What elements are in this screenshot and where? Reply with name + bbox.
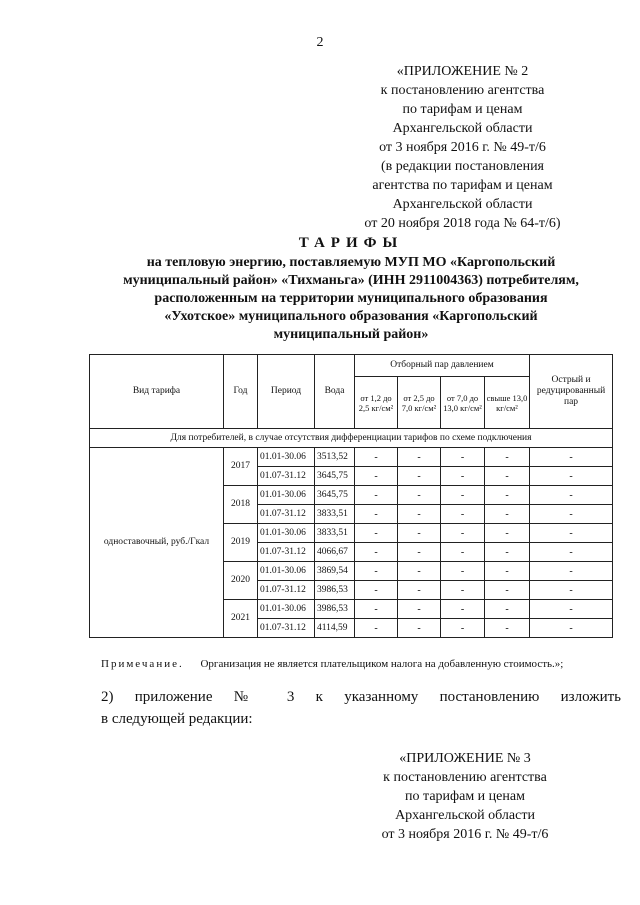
water-value-cell: 4066,67	[315, 543, 355, 562]
sharp-steam-value-cell: -	[530, 505, 613, 524]
steam-value-cell: -	[398, 562, 441, 581]
steam-value-cell: -	[485, 505, 530, 524]
period-cell: 01.07-31.12	[258, 581, 315, 600]
steam-value-cell: -	[355, 524, 398, 543]
steam-value-cell: -	[355, 448, 398, 467]
appendix-line: от 3 ноября 2016 г. № 49-т/6	[381, 827, 549, 842]
title-line: муниципальный район»	[273, 327, 429, 342]
sharp-steam-value-cell: -	[530, 524, 613, 543]
title-line: расположенным на территории муниципального образования	[154, 291, 548, 306]
header-steam-2: от 2,5 до 7,0 кг/см²	[398, 377, 441, 429]
page-number: 2	[316, 35, 324, 50]
steam-value-cell: -	[485, 543, 530, 562]
steam-value-cell: -	[441, 619, 485, 638]
water-value-cell: 3645,75	[315, 467, 355, 486]
appendix-line: по тарифам и ценам	[405, 789, 525, 804]
steam-value-cell: -	[355, 581, 398, 600]
water-value-cell: 3513,52	[315, 448, 355, 467]
sharp-steam-value-cell: -	[530, 619, 613, 638]
header-year: Год	[224, 355, 258, 429]
sharp-steam-value-cell: -	[530, 562, 613, 581]
year-cell: 2018	[224, 486, 258, 524]
steam-value-cell: -	[355, 505, 398, 524]
note	[101, 658, 621, 670]
tariff-table-body	[90, 448, 613, 638]
header-steam-1: от 1,2 до 2,5 кг/см²	[355, 377, 398, 429]
water-value-cell: 3833,51	[315, 524, 355, 543]
appendix-line: Архангельской области	[392, 121, 533, 136]
paragraph-line-2: в следующей редакции:	[101, 711, 253, 727]
water-value-cell: 3833,51	[315, 505, 355, 524]
sharp-steam-value-cell: -	[530, 467, 613, 486]
steam-value-cell: -	[485, 486, 530, 505]
steam-value-cell: -	[441, 524, 485, 543]
tariff-table	[89, 354, 613, 638]
sharp-steam-value-cell: -	[530, 581, 613, 600]
steam-value-cell: -	[398, 581, 441, 600]
header-tariff-type: Вид тарифа	[90, 355, 224, 429]
steam-value-cell: -	[441, 505, 485, 524]
appendix-2-header	[350, 62, 575, 233]
water-value-cell: 3986,53	[315, 581, 355, 600]
header-steam-group: Отборный пар давлением	[355, 355, 530, 377]
steam-value-cell: -	[398, 505, 441, 524]
header-sharp-steam: Острый и редуцированный пар	[530, 355, 613, 429]
sharp-steam-value-cell: -	[530, 448, 613, 467]
steam-value-cell: -	[355, 600, 398, 619]
title-line: муниципальный район» «Тихманьга» (ИНН 2911004363) потребителям,	[123, 273, 579, 288]
period-cell: 01.01-30.06	[258, 448, 315, 467]
steam-value-cell: -	[398, 600, 441, 619]
header-steam-4: свыше 13,0 кг/см²	[485, 377, 530, 429]
water-value-cell: 3869,54	[315, 562, 355, 581]
steam-value-cell: -	[441, 543, 485, 562]
year-cell: 2021	[224, 600, 258, 638]
appendix-line: Архангельской области	[395, 808, 535, 823]
period-cell: 01.01-30.06	[258, 486, 315, 505]
water-value-cell: 4114,59	[315, 619, 355, 638]
steam-value-cell: -	[485, 581, 530, 600]
table-subheader: Для потребителей, в случае отсутствия дифференциации тарифов по схеме подключения	[90, 429, 613, 448]
title-line: на тепловую энергию, поставляемую МУП МО «Каргопольский	[146, 255, 556, 270]
year-cell: 2017	[224, 448, 258, 486]
water-value-cell: 3645,75	[315, 486, 355, 505]
steam-value-cell: -	[441, 448, 485, 467]
appendix-line: к постановлению агентства	[383, 770, 547, 785]
header-water: Вода	[315, 355, 355, 429]
steam-value-cell: -	[355, 467, 398, 486]
title-main: ТАРИФЫ	[298, 235, 404, 251]
steam-value-cell: -	[355, 543, 398, 562]
period-cell: 01.01-30.06	[258, 600, 315, 619]
steam-value-cell: -	[398, 524, 441, 543]
header-period: Период	[258, 355, 315, 429]
year-cell: 2019	[224, 524, 258, 562]
appendix-line: от 20 ноября 2018 года № 64-т/6)	[364, 216, 561, 231]
paragraph-line-1: 2) приложение № 3 к указанному постановлению изложить	[101, 689, 621, 705]
appendix-line: Архангельской области	[392, 197, 533, 212]
appendix-line: «ПРИЛОЖЕНИЕ № 3	[399, 751, 531, 766]
header-steam-3: от 7,0 до 13,0 кг/см²	[441, 377, 485, 429]
steam-value-cell: -	[398, 619, 441, 638]
steam-value-cell: -	[355, 619, 398, 638]
appendix-line: к постановлению агентства	[380, 83, 545, 98]
appendix-line: (в редакции постановления	[380, 159, 545, 174]
steam-value-cell: -	[485, 600, 530, 619]
period-cell: 01.01-30.06	[258, 562, 315, 581]
steam-value-cell: -	[441, 581, 485, 600]
steam-value-cell: -	[398, 448, 441, 467]
steam-value-cell: -	[355, 562, 398, 581]
sharp-steam-value-cell: -	[530, 543, 613, 562]
table-row	[90, 448, 613, 467]
steam-value-cell: -	[441, 600, 485, 619]
tariff-title	[100, 234, 602, 344]
appendix-line: от 3 ноября 2016 г. № 49-т/6	[379, 140, 546, 155]
steam-value-cell: -	[441, 467, 485, 486]
appendix-line: агентства по тарифам и ценам	[372, 178, 553, 193]
appendix-3-header	[360, 749, 570, 844]
note-label: Примечание.	[101, 658, 184, 670]
period-cell: 01.07-31.12	[258, 619, 315, 638]
year-cell: 2020	[224, 562, 258, 600]
steam-value-cell: -	[485, 467, 530, 486]
steam-value-cell: -	[485, 562, 530, 581]
steam-value-cell: -	[398, 467, 441, 486]
steam-value-cell: -	[485, 448, 530, 467]
sharp-steam-value-cell: -	[530, 486, 613, 505]
water-value-cell: 3986,53	[315, 600, 355, 619]
steam-value-cell: -	[441, 562, 485, 581]
steam-value-cell: -	[398, 543, 441, 562]
period-cell: 01.07-31.12	[258, 543, 315, 562]
steam-value-cell: -	[398, 486, 441, 505]
steam-value-cell: -	[485, 524, 530, 543]
period-cell: 01.01-30.06	[258, 524, 315, 543]
title-line: «Ухотское» муниципального образования «Каргопольский	[164, 309, 538, 324]
appendix-line: «ПРИЛОЖЕНИЕ № 2	[396, 64, 529, 79]
steam-value-cell: -	[441, 486, 485, 505]
appendix-line: по тарифам и ценам	[402, 102, 523, 117]
period-cell: 01.07-31.12	[258, 467, 315, 486]
sharp-steam-value-cell: -	[530, 600, 613, 619]
steam-value-cell: -	[485, 619, 530, 638]
note-text: Организация не является плательщиком налога на добавленную стоимость.»;	[200, 658, 564, 670]
period-cell: 01.07-31.12	[258, 505, 315, 524]
steam-value-cell: -	[355, 486, 398, 505]
tariff-name-cell: одноставочный, руб./Гкал	[90, 448, 224, 638]
